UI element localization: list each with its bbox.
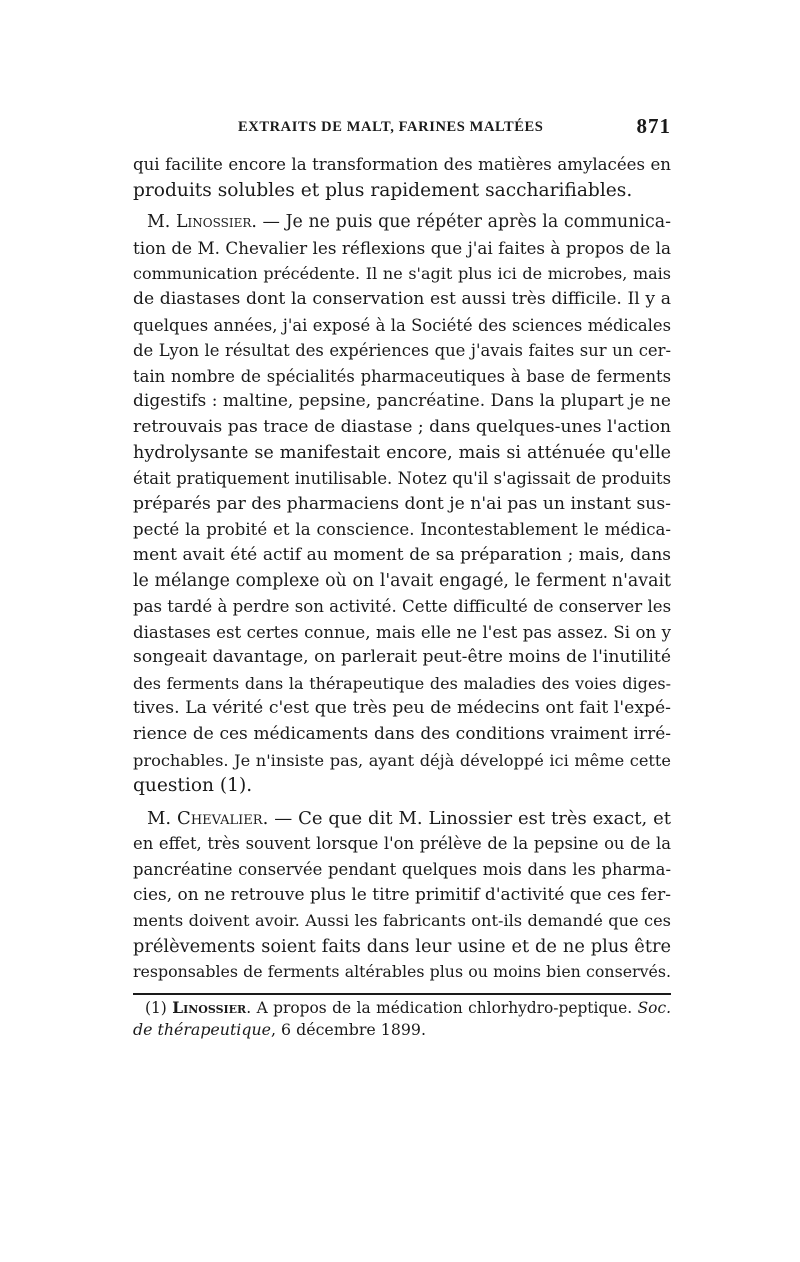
text-line: M. Chevalier. — Ce que dit M. Linossier est très exact, et (147, 807, 671, 829)
running-title: EXTRAITS DE MALT, FARINES MALTÉES (238, 119, 544, 135)
footnote-journal: Soc. (637, 999, 671, 1017)
text-line: tain nombre de spécialités pharmaceutiques à base de ferments (133, 366, 671, 386)
footnote-date: , 6 décembre 1899. (271, 1020, 427, 1039)
text-line: responsables de ferments altérables plus ou moins bien conservés. (133, 962, 671, 982)
text-line: pecté la probité et la conscience. Incontestablement le médica- (133, 520, 671, 540)
footnotes (133, 998, 671, 1040)
text-line: diastases est certes connue, mais elle ne l'est pas assez. Si on y (133, 622, 671, 642)
running-head (133, 116, 671, 142)
text-line: ments doivent avoir. Aussi les fabricants ont-ils demandé que ces (133, 911, 671, 931)
footnote-rule (133, 993, 671, 995)
text-line: était pratiquement inutilisable. Notez qu'il s'agissait de produits (133, 469, 671, 489)
footnote-author: Linossier (172, 999, 247, 1017)
text-line: prochables. Je n'insiste pas, ayant déjà développé ici même cette (133, 750, 671, 770)
text-line: M. Linossier. — Je ne puis que répéter après la communica- (147, 212, 671, 233)
page-number: 871 (636, 114, 671, 138)
text-line: qui facilite encore la transformation des matières amylacées en (133, 155, 671, 174)
paragraph-linossier (133, 210, 671, 799)
text-line: des ferments dans la thérapeutique des maladies des voies diges- (133, 673, 671, 693)
text-line: préparés par des pharmaciens dont je n'ai pas un instant sus- (133, 493, 671, 514)
text-line: pas tardé à perdre son activité. Cette difficulté de conserver les (133, 597, 672, 617)
text-line: ment avait été actif au moment de sa préparation ; mais, dans (133, 544, 671, 565)
text-line: prélèvements soient faits dans leur usine et de ne plus être (133, 935, 671, 957)
text-line: question (1). (133, 775, 253, 797)
footnote-line: (1) Linossier. A propos de la médication chlorhydro-peptique. Soc. (145, 999, 671, 1017)
text-line: rience de ces médicaments dans des conditions vraiment irré- (133, 724, 671, 745)
text-line: retrouvais pas trace de diastase ; dans quelques-unes l'action (133, 416, 671, 437)
footnote-line (133, 1019, 671, 1040)
paragraph-chevalier (133, 806, 671, 985)
text-line: hydrolysante se manifestait encore, mais si atténuée qu'elle (133, 442, 671, 463)
text-line: digestifs : maltine, pepsine, pancréatine. Dans la plupart je ne (133, 391, 671, 412)
text-line: songeait davantage, on parlerait peut-être moins de l'inutilité (133, 647, 671, 668)
footnote-journal-cont: de thérapeutique (133, 1020, 271, 1039)
text-line: cies, on ne retrouve plus le titre primitif d'activité que ces fer- (133, 884, 671, 905)
text-line: tives. La vérité c'est que très peu de médecins ont fait l'expé- (133, 698, 671, 719)
footnote-marker: (1) (145, 999, 167, 1017)
body-text (133, 152, 671, 985)
text-line: tion de M. Chevalier les réflexions que j'ai faites à propos de la (133, 237, 671, 258)
text-line: le mélange complexe où on l'avait engagé, le ferment n'avait (133, 570, 671, 591)
text-line: pancréatine conservée pendant quelques mois dans les pharma- (133, 860, 671, 880)
text-line: communication précédente. Il ne s'agit plus ici de microbes, mais (133, 264, 671, 284)
text-line: en effet, très souvent lorsque l'on prélève de la pepsine ou de la (133, 834, 671, 854)
speaker-name: M. Chevalier. (147, 807, 269, 829)
text-line: produits solubles et plus rapidement saccharifiables. (133, 179, 633, 201)
speaker-name: M. Linossier. (147, 212, 257, 233)
text-line: de Lyon le résultat des expériences que j'avais faites sur un cer- (133, 341, 671, 361)
text-line: de diastases dont la conservation est aussi très difficile. Il y a (133, 288, 671, 309)
text-line: quelques années, j'ai exposé à la Société des sciences médicales (133, 315, 671, 335)
paragraph (133, 152, 671, 203)
